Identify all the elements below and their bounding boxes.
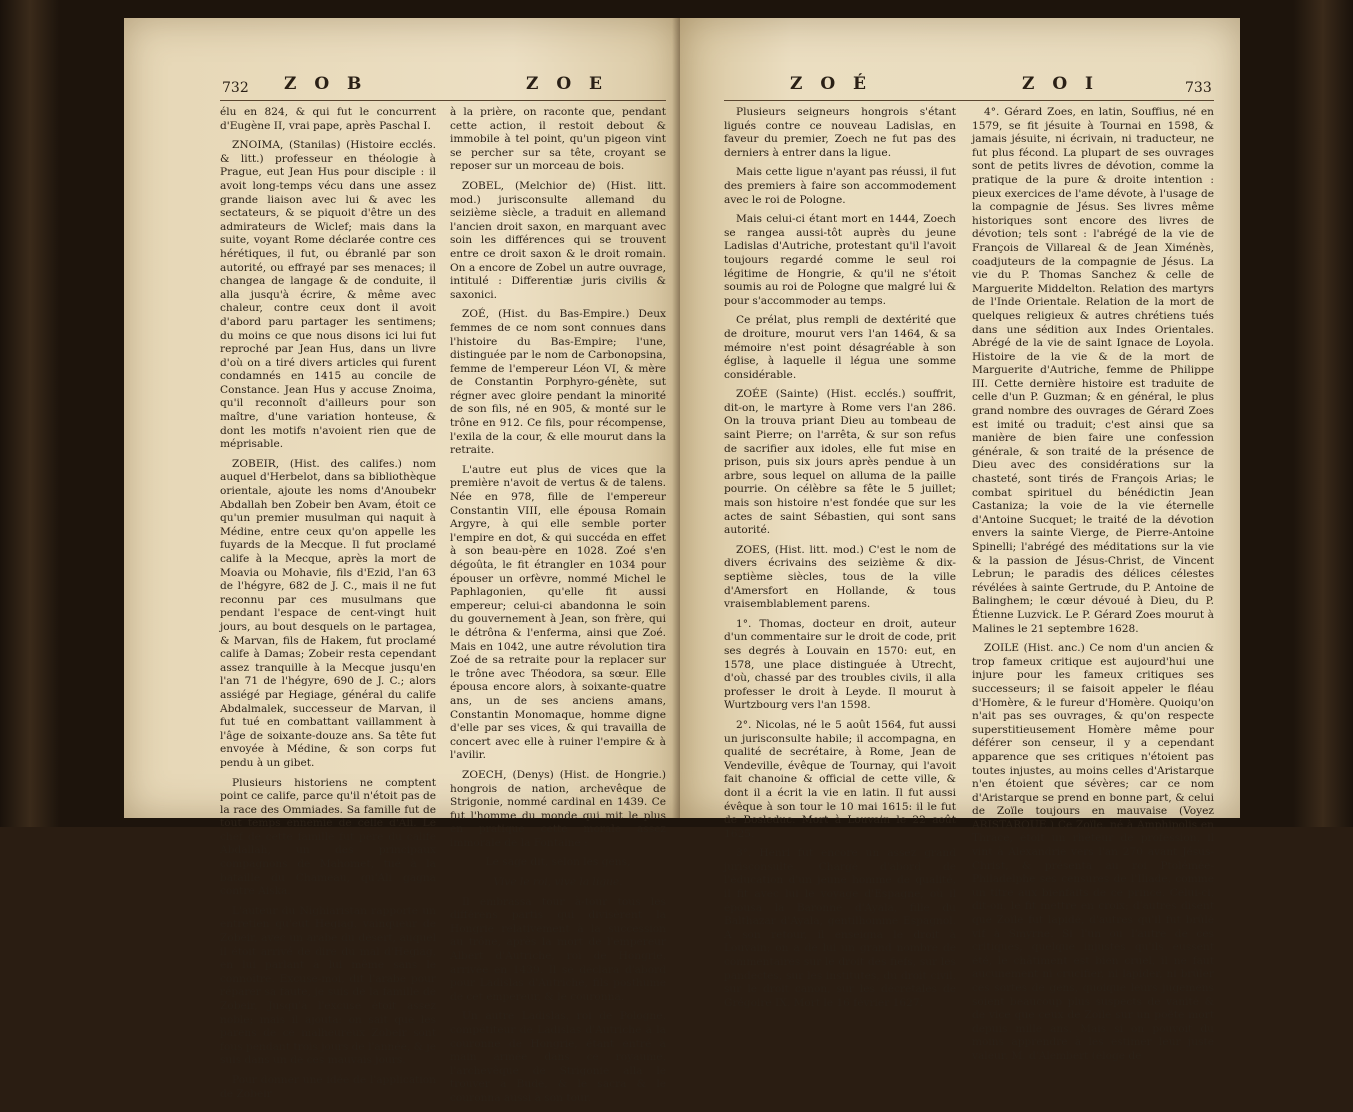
- paragraph: Il embrassa tour à-tour tous les différens partis qui divisèrent la Hongrie relativement à la succession au trône, après la mort de l'empereur Albert d'Autriche, roi de Hongrie, arrivée en 1439. Il se déclara d'abord pour Ladislas d'Autriche, fils posthume de cet empereur, & le couronna.: [450, 895, 666, 1003]
- paragraph: Vive le roi, vive la ligue.: [493, 876, 623, 889]
- paragraph: ZOBEL, (Melchior de) (Hist. litt. mod.) jurisconsulte allemand du seizième siècle, a traduit en allemand l'ancien droit saxon, en marquant avec soin les différences qui se trouvent entre ce droit saxon & le droit romain. On a encore de Zobel un autre ouvrage, intitulé : Differentiæ juris civilis & saxonici.: [450, 179, 666, 301]
- page-number: 733: [1185, 80, 1212, 96]
- paragraph: ZOÉE (Sainte) (Hist. ecclés.) souffrit, dit-on, le martyre à Rome vers l'an 286. On la trouva priant Dieu au tombeau de saint Pierre; on l'arrêta, & sur son refus de sacrifier aux idoles, elle fut mise en prison, puis six jours après pendue à un arbre, sous lequel on alluma de la paille pourrie. On célèbre sa fête le 5 juillet; mais son histoire n'est fondée que sur les actes de saint Sébastien, qui sont sans autorité.: [724, 388, 956, 537]
- header-rule: [724, 100, 1214, 101]
- paragraph: élu en 824, & qui fut le concurrent d'Eugène II, vrai pape, après Paschal I.: [220, 106, 436, 132]
- paragraph: 4°. Gérard Zoes, en latin, Souffius, né en 1579, se fit jésuite à Tournai en 1598, & jamais jésuite, ni écrivain, ni traducteur, ne fut plus fécond. La plupart de ses ouvrages sont de petits livres de dévotion, comme la pratique de la pure & droite intention : pieux exercices de l'ame dévote, à l'usage de la compagnie de Jésus. Ses livres même historiques sont encore des livres de dévotion; tels sont : l'abrégé de la vie de François de Villareal & de Jean Ximénès, coadjuteurs de la compagnie de Jésus. La vie du P. Thomas Sanchez & celle de Marguerite Middelton. Relation des martyrs de l'Inde Orientale. Relation de la mort de quelques religieux & autres chrétiens tués dans une sédition aux Indes Orientales. Abrégé de la vie de saint Ignace de Loyola. Histoire de la vie & de la mort de Marguerite d'Autriche, femme de Philippe III. Cette dernière histoire est traduite de celle d'un P. Guzman; & en général, le plus grand nombre des ouvrages de Gérard Zoes est imité ou traduit; c'est ainsi que sa manière de bien faire une confession générale, & son traité de la présence de Dieu avec des considérations sur la chasteté, sont tirés de François Arias; le combat spirituel du bénédictin Jean Castaniza; la voie de la vie éternelle d'Antoine Sucquet; le traité de la dévotion envers la sainte Vierge, de Pierre-Antoine Spinelli; l'abrégé des méditations sur la vie & la passion de Jésus-Christ, de Vincent Lebrun; le paradis des délices célestes révélées à sainte Gertrude, du P. Antoine de Balinghem; le cœur dévoué à Dieu, du P. Étienne Luzvick. Le P. Gérard Zoes mourut à Malines le 21 septembre 1628.: [972, 106, 1214, 635]
- paragraph: 1°. Thomas, docteur en droit, auteur d'un commentaire sur le droit de code, prit ses degrés à Louvain en 1570: eut, en 1578, une place distinguée à Utrecht, d'où, chassé par des troubles civils, il alla professer le droit à Leyde. Il mourut à Wurtzbourg vers l'an 1598.: [724, 617, 956, 712]
- paragraph: ZOILE (Hist. anc.) Ce nom d'un ancien & trop fameux critique est aujourd'hui une injure pour les fameux critiques ses successeurs; il se faisoit appeler le fléau d'Homère, & le fureur d'Homère. Quoiqu'on n'ait pas ses ouvrages, & qu'on respecte superstitieusement Homère même pour déférer son censeur, il y a cependant apparence que ses critiques n'étoient pas toutes injustes, au moins celles d'Aristarque n'en étoient que sévères; car ce nom d'Aristarque se prend en bonne part, & celui de Zoïle toujours en mauvaise (Voyez ARISTARQUE.) Ce Zoïle, né à Amphipolis en Thrace, étoit un rhéteur de profession, il vint à Alexandrie vers l'an 270 avant Jésus-Christ, & présenta au roi Ptolémée-Philadelphe ses censures de l'Iliade, comme un titre aux bienfaits de ce prince. Celui-ci, dit-on, le fit mettre en croix; d'autres disent que Zoïle fut lapidé, d'autres qu'il fut brûlé vif à Smyrne. Si l'un ou l'autre de ces critiques, quelque injustes qu'ils eussent été, le châtiment est bien cruel, il ne faut aucunement ni crucifier, ni lapider, ni brûler ces sortes de gens, quoique leurs jugemens soient beaucoup plus suspects de vanité & de vice que ceux de Zoïle sur un poëte mort depuis mille ans. Mais si on pouvoit du moins apprendre à les estimer leur juste valeur. M. d'Alembert (éloge de: [972, 642, 1214, 1062]
- running-head-right: Z O I: [1022, 74, 1100, 94]
- paragraph: à la prière, on raconte que, pendant cette action, il restoit debout & immobile à tel point, qu'un pigeon vint se percher sur sa tête, croyant se reposer sur un morceau de bois.: [450, 106, 666, 173]
- paragraph: Plusieurs seigneurs hongrois s'étant ligués contre ce nouveau Ladislas, en faveur du premier, Zoech ne fut pas des derniers à entrer dans la ligue.: [724, 106, 956, 159]
- paragraph: Plusieurs historiens ne comptent point ce calife, parce qu'il n'étoit pas de la race des Ommiades. Sa famille fut de tout temps ennemie de celle d'Ali. Le chef de cette famille fut père du calife Abdallah, un des principaux compagnons de Mahomet, tué à la bataille du Chameau, qu'Ali gagna contre Aiska.: [220, 776, 436, 898]
- paragraph: 3°. Henri fut encore un assez grand jurisconsulte. Chargé d'abord de l'éducation d'un jeune homme de qualité, il fit avec lui le voyage d'Espagne, où il épousa la Baronne d'Ayala, fille du Balthazar d'Ayala, gentilhomme Espagnol. A son retour, il enseigna le droit à Louvain; on a de lui un grand nombre de commentaires sur le droit des fiefs, sur les pandectes, sur les institutes, du droit civil, sur le droit canon, sur les décrétales de Grégoire IX. Mort le 16 février 1627.: [724, 847, 956, 1009]
- paragraph: L'auteur du Nighiaristan rapporte un entretien qu'eut Hegiag, vainqueur de Zobeir, avec un arabe du désert, auquel il étoit arrivé de dire du mal d'Hegiag, en lui parlant à lui même sans le connoître. Excuse-moi, dit l'arabe pour réparer sa faute, je suis de la famille de Zobeir, Jusqu'à l'excuse étoit assez noble; mais il ajouta: on sait que les parens de ce malheureux Zobeir sont fous pendant trois jours de l'année, & je suis dans un de ces mauvais jours.: [220, 904, 436, 1067]
- right-page: [680, 18, 1240, 1062]
- column-right: [450, 106, 666, 1112]
- paragraph: ZOBEIR, (Hist. des califes.) nom auquel d'Herbelot, dans sa bibliothèque orientale, ajoute les noms d'Anoubekr Abdallah ben Zobeir ben Avam, étoit ce qu'un premier musulman qui naquit à Médine, entre ceux qu'on appelle les fuyards de la Mecque. Il fut proclamé calife à la Mecque, après la mort de Moavia ou Mohavie, fils d'Ezid, l'an 63 de l'hégyre, 682 de J. C., mais il ne fut reconnu par ces musulmans que pendant l'espace de cent-vingt huit jours, au bout desquels on le partagea, & Marvan, fils de Hakem, fut proclamé calife à Damas; Zobeir resta cependant assez tranquille à la Mecque jusqu'en l'an 71 de l'hégyre, 690 de J. C.; alors assiégé par Hegiage, général du calife Abdalmalek, successeur de Marvan, il fut tué en combattant vaillamment à l'âge de soixante-douze ans. Sa tête fut envoyée à Médine, & son corps fut pendu à un gibet.: [220, 457, 436, 769]
- column-left: [220, 106, 436, 1107]
- paragraph: Pour donner une idée de l'application de Zobeir: [220, 1073, 436, 1100]
- paragraph: 2°. Nicolas, né le 5 août 1564, fut aussi un jurisconsulte habile; il accompagna, en qualité de secrétaire, à Rome, Jean de Vendeville, évêque de Tournay, qui l'avoit fait chanoine & official de cette ville, & dont il a écrit la vie en latin. Il fut aussi évêque à son tour le 10 mai 1615: il le fut de Bosleduc. Mort à Louvain le 22 août 1625.: [724, 718, 956, 840]
- paragraph: Mais cette ligue n'ayant pas réussi, il fut des premiers à faire son accommodement avec le roi de Pologne.: [724, 166, 956, 206]
- paragraph: ZOECH, (Denys) (Hist. de Hongrie.) hongrois de nation, archevêque de Strigonie, nommé cardinal en 1439. Ce fut l'homme du monde qui mit le plus en pratique cette morale assez immorale de la Fontaine :: [450, 768, 666, 849]
- paragraph: Mais celui-ci étant mort en 1444, Zoech se rangea aussi-tôt auprès du jeune Ladislas d'Autriche, protestant qu'il l'avoit toujours regardé comme le seul roi légitime de Hongrie, & qu'il ne s'étoit soumis au roi de Pologne que malgré lui & pour s'accommoder au temps.: [724, 213, 956, 307]
- running-head-left: Z O É: [790, 74, 873, 94]
- paragraph: Le sage dit, selon les gens,: [485, 856, 631, 869]
- paragraph: ZOÉ, (Hist. du Bas-Empire.) Deux femmes de ce nom sont connues dans l'histoire du Bas-Empire; l'une, distinguée par le nom de Carbonopsina, femme de l'empereur Léon VI, & mère de Constantin Porphyro-génète, sut régner avec gloire pendant la minorité de son fils, né en 905, & monté sur le trône en 912. Ce fils, pour récompense, l'exila de la cour, & elle mourut dans la retraite.: [450, 308, 666, 457]
- paragraph: L'autre eut plus de vices que la première n'avoit de vertus & de talens. Née en 978, fille de l'empereur Constantin VIII, elle épousa Romain Argyre, à qui elle semble porter l'empire en dot, & qui succéda en effet à son beau-père en 1028. Zoé s'en dégoûta, le fit étrangler en 1034 pour épouser un orfèvre, nommé Michel le Paphlagonien, qu'elle fit aussi empereur; celui-ci abandonna le soin du gouvernement à Jean, son frère, qui le détrôna & l'enferma, ainsi que Zoé. Mais en 1042, une autre révolution tira Zoé de sa retraite pour la replacer sur le trône avec Théodora, sa sœur. Elle épousa encore alors, à soixante-quatre ans, un de ses anciens amans, Constantin Monomaque, homme digne d'elle par ses vices, & qui travailla de concert avec elle à ruiner l'empire & à l'avilir.: [450, 463, 666, 762]
- page-number: 732: [222, 80, 249, 96]
- running-head-left: Z O B: [284, 74, 368, 94]
- header-rule: [220, 100, 666, 101]
- paragraph: Un autre Ladislas, roi de Pologne, compétiteur de Ladislas d'Autriche à la couronne de Hongrie, étant entré à main armée dans ce royaume, l'archevêque de Strigonie alla le trouver à Bude, & le sacra & le couronna aussi à son tour.: [450, 1010, 666, 1104]
- paragraph: ZNOIMA, (Stanilas) (Histoire ecclés. & litt.) professeur en théologie à Prague, eut Jean Hus pour disciple : il avoit long-temps vécu dans une assez grande liaison avec lui & avec les sectateurs, & se piquoit d'être un des admirateurs de Wiclef; mais dans la suite, voyant Rome déclarée contre ces hérétiques, il fut, ou ébranlé par son autorité, ou effrayé par ses menaces; il changea de langage & de conduite, il alla jusqu'à écrire, & même avec chaleur, contre ceux dont il avoit d'abord paru partager les sentimens; du moins ce que nous disons ici lui fut reproché par Jean Hus, dans un livre d'où on a tiré divers articles qui furent condamnés en 1415 au concile de Constance. Jean Hus y accuse Znoima, qu'il reconnoît d'ailleurs pour son maître, d'une variation honteuse, & dont les motifs n'avoient rien que de méprisable.: [220, 139, 436, 451]
- left-page: [124, 18, 680, 1104]
- column-left: [724, 106, 956, 1016]
- running-head-right: Z O E: [526, 74, 609, 94]
- paragraph: Ce prélat, plus rempli de dextérité que de droiture, mourut vers l'an 1464, & sa mémoire n'est point désagréable à son église, à laquelle il légua une somme considérable.: [724, 314, 956, 381]
- column-right: [972, 106, 1214, 1070]
- paragraph: ZOES, (Hist. litt. mod.) C'est le nom de divers écrivains des seizième & dix-septième siècles, tous de la ville d'Amersfort en Hollande, & tous vraisemblablement parens.: [724, 543, 956, 611]
